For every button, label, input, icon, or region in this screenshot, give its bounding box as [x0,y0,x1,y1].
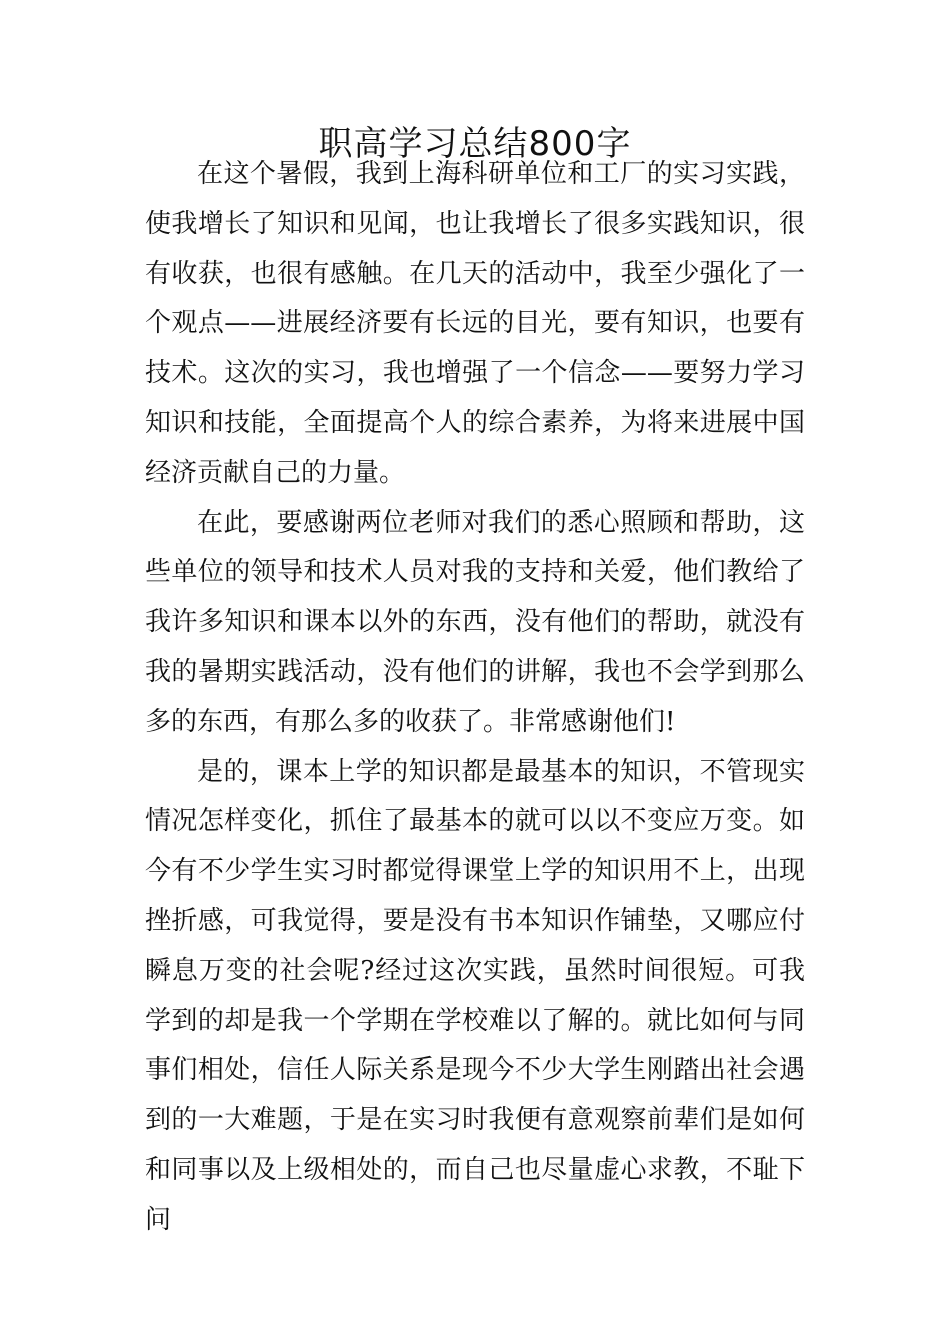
paragraph-2: 在此，要感谢两位老师对我们的悉心照顾和帮助，这些单位的领导和技术人员对我的支持和关爱，他们教给了我许多知识和课本以外的东西，没有他们的帮助，就没有我的暑期实践活动，没有他们的讲解，我也不会学到那么多的东西，有那么多的收获了。非常感谢他们! [145,507,805,737]
paragraph-3: 是的，课本上学的知识都是最基本的知识，不管现实情况怎样变化，抓住了最基本的就可以以不变应万变。如今有不少学生实习时都觉得课堂上学的知识用不上，出现挫折感，可我觉得，要是没有书本知识作铺垫，又哪应付瞬息万变的社会呢?经过这次实践，虽然时间很短。可我学到的却是我一个学期在学校难以了解的。就比如何与同事们相处，信任人际关系是现今不少大学生刚踏出社会遇到的一大难题，于是在实习时我便有意观察前辈们是如何和同事以及上级相处的，而自己也尽量虚心求教，不耻下问 [145,756,805,1235]
document-body [145,150,805,1246]
page-title: 职高学习总结800字 [318,124,632,164]
paragraph-1: 在这个暑假，我到上海科研单位和工厂的实习实践，使我增长了知识和见闻，也让我增长了很多实践知识，很有收获，也很有感触。在几天的活动中，我至少强化了一个观点——进展经济要有长远的目光，要有知识，也要有技术。这次的实习，我也增强了一个信念——要努力学习知识和技能，全面提高个人的综合素养，为将来进展中国经济贡献自己的力量。 [145,159,805,488]
